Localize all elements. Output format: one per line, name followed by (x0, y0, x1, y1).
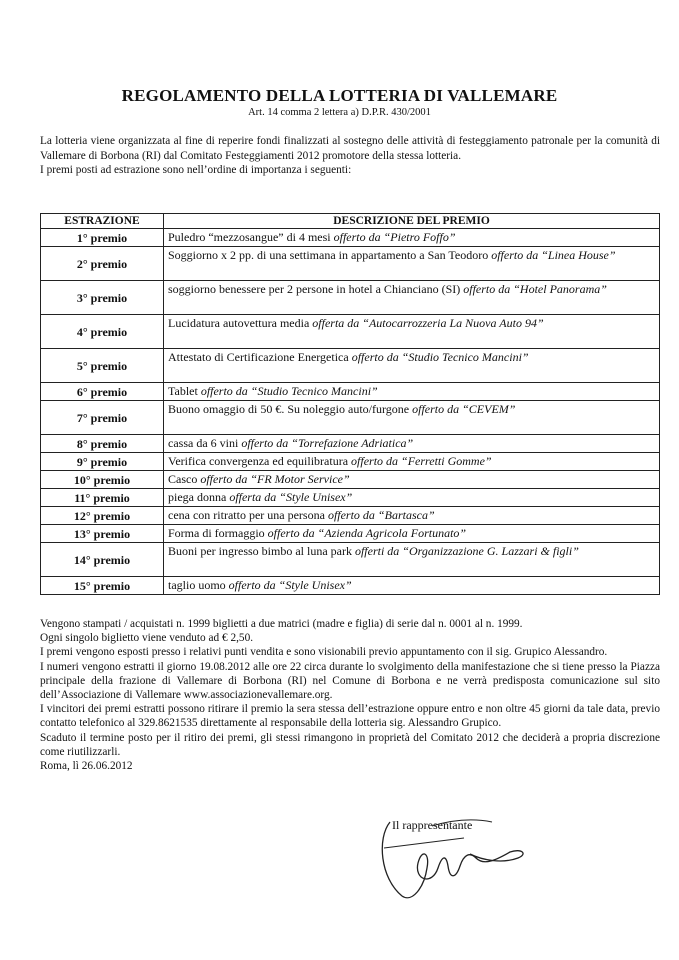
prize-offer: offerto da “Linea House” (491, 248, 616, 262)
prize-text: Soggiorno x 2 pp. di una settimana in appartamento a San Teodoro (168, 248, 492, 262)
table-row (41, 471, 660, 489)
prize-text: Tablet (168, 384, 201, 398)
prize-offer: offerti da “Organizzazione G. Lazzari & figli” (354, 544, 579, 558)
prize-text: taglio uomo (168, 578, 229, 592)
prize-text: Puledro “mezzosangue” di 4 mesi (168, 230, 334, 244)
prize-rank: 7° premio (41, 401, 164, 435)
header-descrizione: DESCRIZIONE DEL PREMIO (164, 214, 660, 229)
table-row (41, 349, 660, 383)
regulation-paragraph: Scaduto il termine posto per il ritiro dei premi, gli stessi rimangono in proprietà del Comitato 2012 che deciderà a propria discrezione come riutilizzarli. (40, 731, 660, 758)
prize-text: piega donna (168, 490, 230, 504)
signature-stroke (432, 820, 492, 826)
prize-description (164, 435, 660, 453)
prize-rank: 3° premio (41, 281, 164, 315)
prize-description (164, 229, 660, 247)
prize-rank: 2° premio (41, 247, 164, 281)
prize-description (164, 489, 660, 507)
header-estrazione: ESTRAZIONE (41, 214, 164, 229)
handwritten-signature (372, 808, 532, 908)
prize-description (164, 471, 660, 489)
regulation-paragraph: Vengono stampati / acquistati n. 1999 biglietti a due matrici (madre e figlia) di serie dal n. 0001 al n. 1999. (40, 618, 523, 630)
table-row (41, 383, 660, 401)
prize-text: Attestato di Certificazione Energetica (168, 350, 352, 364)
prize-rank: 12° premio (41, 507, 164, 525)
prize-description (164, 577, 660, 595)
intro-paragraph: La lotteria viene organizzata al fine di reperire fondi finalizzati al sostegno delle attività di festeggiamento patronale per la comunità di Vallemare di Borbona (RI) dal Comitato Festeggiamenti 2012 promotore della stessa lotteria. (40, 135, 660, 162)
prize-description (164, 281, 660, 315)
prize-offer: offerto da “Azienda Agricola Fortunato” (267, 526, 467, 540)
prize-offer: offerto da “Studio Tecnico Mancini” (351, 350, 529, 364)
prize-rank: 9° premio (41, 453, 164, 471)
regulation-paragraph: I vincitori dei premi estratti possono ritirare il premio la sera stessa dell’estrazione oppure entro e non oltre 45 giorni da tale data, previo contatto telefonico al 329.8621535 direttamente al responsabile della lotteria sig. Alessandro Grupico. (40, 703, 660, 730)
prize-text: cena con ritratto per una persona (168, 508, 328, 522)
prize-text: Buono omaggio di 50 €. Su noleggio auto/furgone (168, 402, 413, 416)
prize-offer: offerto da “Studio Tecnico Mancini” (200, 384, 378, 398)
prize-offer: offerta da “Style Unisex” (229, 490, 353, 504)
signature-stroke (382, 822, 523, 898)
signature-stroke (384, 838, 464, 848)
prize-rank: 8° premio (41, 435, 164, 453)
prize-description (164, 315, 660, 349)
prize-rank: 15° premio (41, 577, 164, 595)
prize-table (40, 213, 660, 595)
intro-paragraph: I premi posti ad estrazione sono nell’ordine di importanza i seguenti: (40, 164, 352, 176)
prize-text: Casco (168, 472, 201, 486)
prize-rank: 6° premio (41, 383, 164, 401)
table-row (41, 543, 660, 577)
prize-text: Forma di formaggio (168, 526, 268, 540)
table-row (41, 315, 660, 349)
prize-rank: 13° premio (41, 525, 164, 543)
prize-offer: offerta da “Autocarrozzeria La Nuova Auto 94” (312, 316, 544, 330)
prize-text: cassa da 6 vini (168, 436, 242, 450)
prize-text: Lucidatura autovettura media (168, 316, 313, 330)
table-row (41, 525, 660, 543)
prize-rank: 10° premio (41, 471, 164, 489)
prize-text: Verifica convergenza ed equilibratura (168, 454, 352, 468)
prize-offer: offerto da “FR Motor Service” (200, 472, 350, 486)
intro-text (40, 134, 660, 178)
table-row (41, 453, 660, 471)
prize-offer: offerto da “Pietro Foffo” (333, 230, 456, 244)
prize-description (164, 507, 660, 525)
prize-rank: 5° premio (41, 349, 164, 383)
prize-offer: offerto da “Ferretti Gomme” (351, 454, 492, 468)
table-row (41, 401, 660, 435)
prize-description (164, 525, 660, 543)
regulation-paragraph: I premi vengono esposti presso i relativi punti vendita e sono visionabili previo appuntamento con il sig. Grupico Alessandro. (40, 646, 608, 659)
prize-description (164, 453, 660, 471)
table-row (41, 281, 660, 315)
table-header-row (41, 214, 660, 229)
prize-offer: offerto da “Torrefazione Adriatica” (241, 436, 414, 450)
regulation-text (40, 617, 660, 773)
regulation-paragraph: I numeri vengono estratti il giorno 19.08.2012 alle ore 22 circa durante lo svolgimento della manifestazione che si tiene presso la Piazza principale della frazione di Vallemare di Borbona (RI) nel Comune di Borbona e ne verrà predisposta comunicazione sul sito dell’Associazione di Vallemare www.associazionevallemare.org. (40, 660, 660, 702)
prize-description (164, 349, 660, 383)
prize-offer: offerto da “CEVEM” (412, 402, 516, 416)
prize-description (164, 543, 660, 577)
prize-rank: 1° premio (41, 229, 164, 247)
prize-rank: 4° premio (41, 315, 164, 349)
prize-description (164, 401, 660, 435)
page-subtitle: Art. 14 comma 2 lettera a) D.P.R. 430/2001 (248, 107, 431, 118)
prize-offer: offerto da “Bartasca” (327, 508, 435, 522)
prize-rank: 11° premio (41, 489, 164, 507)
prize-text: Buoni per ingresso bimbo al luna park (168, 544, 355, 558)
signature-label: Il rappresentante (392, 818, 473, 832)
regulation-paragraph: Ogni singolo biglietto viene venduto ad € 2,50. (40, 632, 254, 645)
prize-text: soggiorno benessere per 2 persone in hotel a Chianciano (SI) (168, 282, 464, 296)
date-line: Roma, lì 26.06.2012 (40, 760, 133, 773)
table-row (41, 229, 660, 247)
page-title: REGOLAMENTO DELLA LOTTERIA DI VALLEMARE (121, 86, 558, 105)
prize-offer: offerto da “Style Unisex” (228, 578, 352, 592)
prize-description (164, 247, 660, 281)
table-row (41, 577, 660, 595)
table-row (41, 507, 660, 525)
prize-rank: 14° premio (41, 543, 164, 577)
signature-block (372, 808, 532, 908)
prize-description (164, 383, 660, 401)
table-row (41, 435, 660, 453)
prize-offer: offerto da “Hotel Panorama” (463, 282, 607, 296)
table-row (41, 247, 660, 281)
table-row (41, 489, 660, 507)
